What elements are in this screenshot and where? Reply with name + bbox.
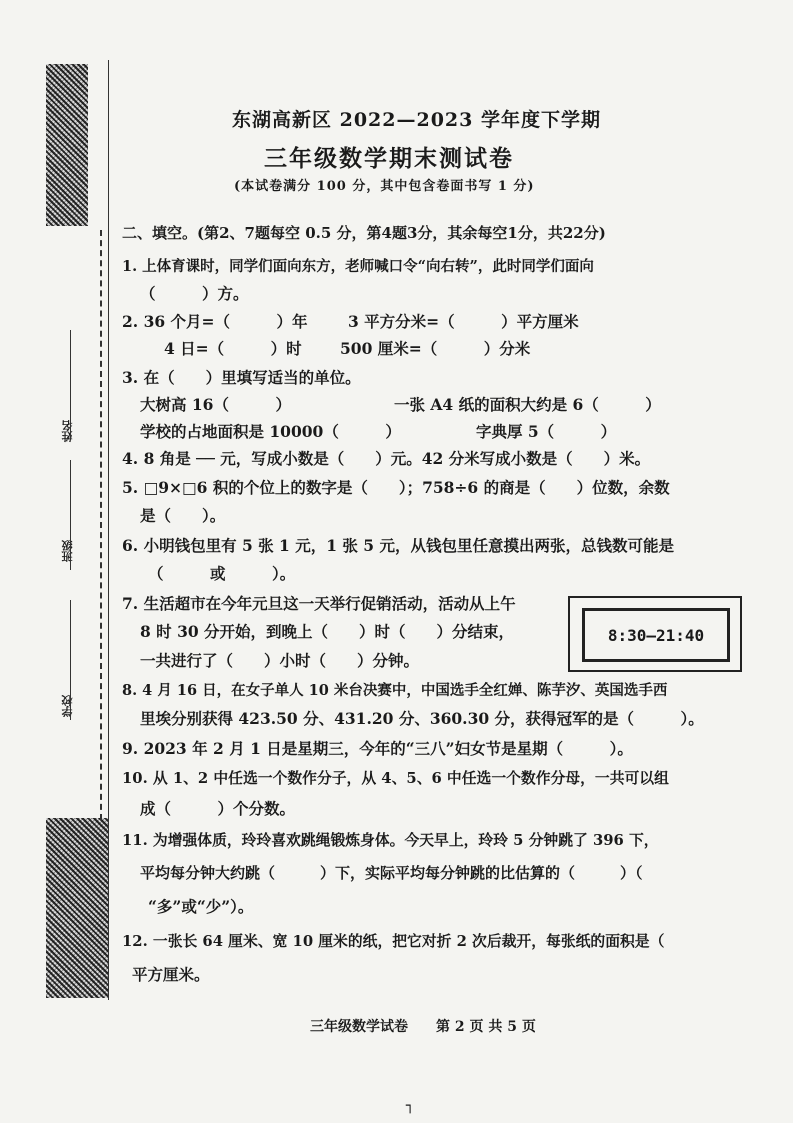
side-label-name: 姓名 — [61, 420, 74, 442]
name-blank — [70, 330, 71, 440]
margin-hatch-top — [46, 64, 88, 226]
q2-part1: 2. 36 个月=（ ）年 — [122, 312, 308, 331]
q6-line2: （ 或 ）。 — [148, 564, 296, 583]
q2-part2: 3 平方分米=（ ）平方厘米 — [348, 312, 579, 331]
q3-part2: 一张 A4 纸的面积大约是 6（ ） — [394, 395, 661, 414]
section-heading: 二、填空。(第2、7题每空 0.5 分，第4题3分，其余每空1分，共22分) — [122, 224, 606, 242]
q2-part4: 500 厘米=（ ）分米 — [340, 339, 531, 358]
school-blank — [70, 600, 71, 720]
margin-hatch-bottom — [46, 818, 108, 998]
q10-line1: 10. 从 1、2 中任选一个数作分子，从 4、5、6 中任选一个数作分母，一共可以组 — [122, 770, 669, 787]
q8-line1: 8. 4 月 16 日，在女子单人 10 米台决赛中，中国选手全红婵、陈芋汐、英国选手西 — [122, 682, 668, 699]
q4-line1: 4. 8 角是 ── 元，写成小数是（ ）元。42 分米写成小数是（ ）米。 — [122, 449, 651, 468]
score-note: (本试卷满分 100 分，其中包含卷面书写 1 分) — [234, 179, 535, 194]
q11-line3: “多”或“少”）。 — [148, 897, 254, 916]
q7-line2: 8 时 30 分开始，到晚上（ ）时（ ）分结束， — [140, 622, 515, 641]
q3-line1: 3. 在（ ）里填写适当的单位。 — [122, 368, 361, 387]
binding-line — [108, 60, 109, 1000]
q11-line1: 11. 为增强体质，玲玲喜欢跳绳锻炼身体。今天早上，玲玲 5 分钟跳了 396 下， — [122, 832, 659, 849]
q6-line1: 6. 小明钱包里有 5 张 1 元，1 张 5 元，从钱包里任意摸出两张，总钱数可能是 — [122, 536, 674, 555]
corner-mark-icon: ┐ — [406, 1098, 415, 1114]
exam-title-line1: 东湖高新区 2022—2023 学年度下学期 — [232, 109, 601, 131]
q9-line1: 9. 2023 年 2 月 1 日是星期三，今年的“三八”妇女节是星期（ ）。 — [122, 739, 633, 758]
q3-part1: 大树高 16（ ） — [140, 395, 291, 414]
q5-line2: 是（ ）。 — [140, 506, 226, 525]
exam-title-line2: 三年级数学期末测试卷 — [264, 145, 514, 172]
q10-line2: 成（ ）个分数。 — [140, 799, 296, 818]
q1-line2: （ ）方。 — [140, 284, 249, 303]
q7-line3: 一共进行了（ ）小时（ ）分钟。 — [140, 651, 420, 670]
q3-part3: 学校的占地面积是 10000（ ） — [140, 422, 401, 441]
digital-clock-display: 8:30—21:40 — [582, 608, 730, 662]
q5-line1: 5. □9×□6 积的个位上的数字是（ ）；758÷6 的商是（ ）位数，余数 — [122, 478, 670, 497]
side-label-class: 班级 — [61, 540, 74, 562]
q12-line1: 12. 一张长 64 厘米、宽 10 厘米的纸，把它对折 2 次后裁开，每张纸的面积是（ — [122, 933, 665, 950]
q11-line2: 平均每分钟大约跳（ ）下，实际平均每分钟跳的比估算的（ ）（ — [140, 864, 643, 882]
q2-part3: 4 日=（ ）时 — [164, 339, 302, 358]
page-footer: 三年级数学试卷 第 2 页 共 5 页 — [310, 1019, 536, 1035]
q12-line2: 平方厘米。 — [132, 965, 210, 984]
cut-line — [100, 230, 102, 820]
class-blank — [70, 460, 71, 570]
q7-line1: 7. 生活超市在今年元旦这一天举行促销活动，活动从上午 — [122, 594, 516, 613]
side-label-school: 学校 — [61, 695, 74, 717]
q1-line1: 1. 上体育课时，同学们面向东方，老师喊口令“向右转”，此时同学们面向 — [122, 258, 594, 275]
digital-clock-frame — [568, 596, 742, 672]
q8-line2: 里埃分别获得 423.50 分、431.20 分、360.30 分，获得冠军的是（ ）。 — [140, 709, 704, 728]
q3-part4: 字典厚 5（ ） — [476, 422, 617, 441]
